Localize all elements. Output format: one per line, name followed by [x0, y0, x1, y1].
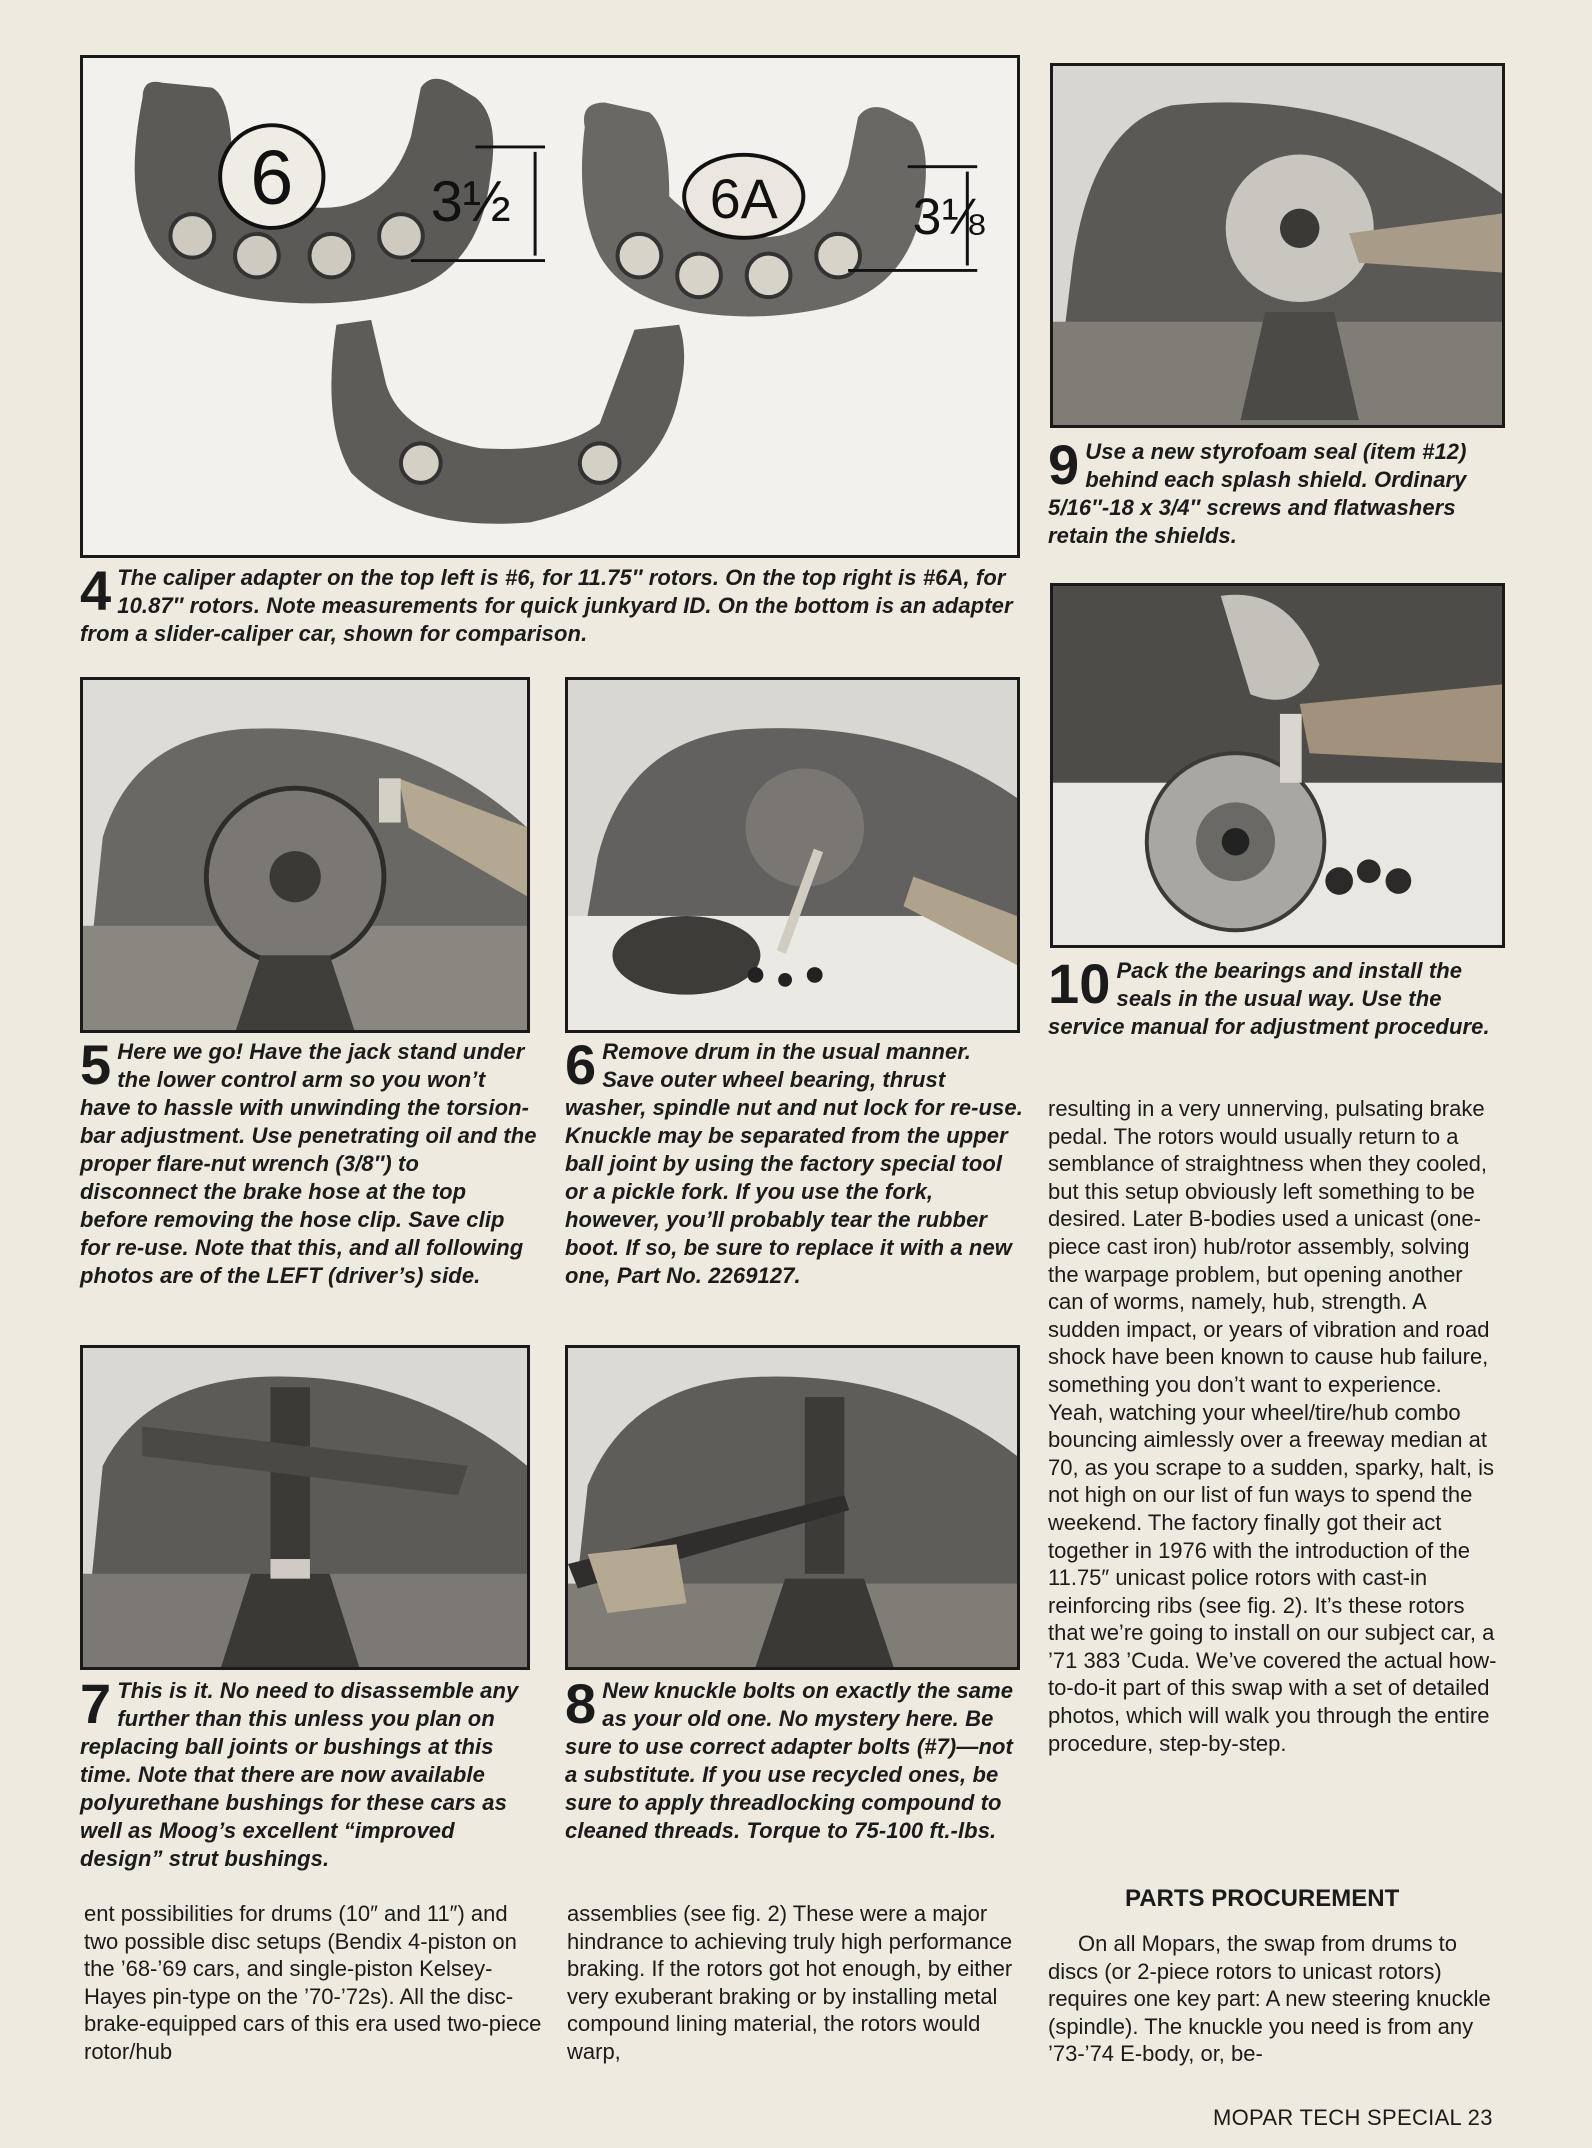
label-6: 6: [250, 135, 294, 222]
caption-text: Use a new styrofoam seal (item #12) behind each splash shield. Ordinary 5/16″-18 x 3/4″ screws and flatwashers retain the shields.: [1048, 439, 1467, 548]
caption-number: 4: [80, 559, 112, 622]
photo-knuckle-disassembled: [80, 1345, 530, 1670]
caption-9: [1048, 433, 1500, 550]
caption-number: 10: [1048, 952, 1111, 1015]
caption-text: Remove drum in the usual manner. Save outer wheel bearing, thrust washer, spindle nut and nut lock for re-use. Knuckle may be separated from the upper ball joint by using the factory special tool or a pickle fork. If you use the fork, however, you’ll probably tear the rubber boot. If so, be sure to replace it with a new one, Part No. 2269127.: [565, 1039, 1023, 1288]
caption-4: [80, 559, 1015, 648]
caption-number: 9: [1048, 433, 1080, 496]
caption-5: [80, 1033, 540, 1290]
photo-jack-stand-drum: [80, 677, 530, 1033]
caption-8: [565, 1672, 1025, 1845]
caption-6: [565, 1033, 1025, 1290]
photo-splash-shield: [1050, 63, 1505, 428]
body-column-1: ent possibilities for drums (10″ and 11″) and two possible disc setups (Bendix 4-piston on the ’68-’69 cars, and single-piston Kelsey-Hayes pin-type on the ’70-’72s). All the disc-brake-equipped cars of this era used two-piece rotor/hub: [84, 1901, 542, 2064]
section-heading: PARTS PROCUREMENT: [1125, 1885, 1400, 1912]
photo-caliper-adapters: [80, 55, 1020, 558]
caption-text: Here we go! Have the jack stand under the lower control arm so you won’t have to hassle with unwinding the torsion-bar adjustment. Use penetrating oil and the proper flare-nut wrench (3/8″) to disconnect the brake hose at the top before removing the hose clip. Save clip for re-use. Note that this, and all following photos are of the LEFT (driver’s) side.: [80, 1039, 537, 1288]
caption-10: [1048, 952, 1500, 1041]
label-6a: 6A: [709, 168, 778, 231]
measurement-right: 3⅛: [912, 187, 985, 245]
photo-rotor-bearings: [1050, 583, 1505, 948]
photo-remove-drum: [565, 677, 1020, 1033]
caption-text: Pack the bearings and install the seals in the usual way. Use the service manual for adjustment procedure.: [1048, 958, 1490, 1039]
caption-number: 5: [80, 1033, 112, 1096]
caption-number: 7: [80, 1672, 112, 1735]
body-column-3a: resulting in a very unnerving, pulsating brake pedal. The rotors would usually return to a semblance of straightness when they cooled, but this setup obviously left something to be desired. Later B-bodies used a unicast (one-piece cast iron) hub/rotor assembly, solving the warpage problem, but opening another can of worms, namely, hub, strength. A sudden impact, or years of vibration and road shock have been known to cause hub failure, something you don’t want to experience. Yeah, watching your wheel/tire/hub combo bouncing aimlessly over a freeway median at 70, as you scrape to a sudden, sparky, halt, is not high on our list of fun ways to spend the weekend. The factory finally got their act together in 1976 with the introduction of the 11.75″ unicast police rotors with cast-in reinforcing ribs (see fig. 2). It’s these rotors that we’re going to install on our subject car, a ’71 383 ’Cuda. We’ve covered the actual how-to-do-it part of this swap with a set of detailed photos, which will walk you through the entire procedure, step-by-step.: [1048, 1096, 1497, 1756]
caption-7: [80, 1672, 540, 1873]
body-column-3b: On all Mopars, the swap from drums to discs (or 2-piece rotors to unicast rotors) requires one key part: A new steering knuckle (spindle). The knuckle you need is from any ’73-’74 E-body, or, be-: [1048, 1931, 1491, 2067]
photo-knuckle-bolts: [565, 1345, 1020, 1670]
caption-text: The caliper adapter on the top left is #6, for 11.75″ rotors. On the top right is #6A, for 10.87″ rotors. Note measurements for quick junkyard ID. On the bottom is an adapter from a slider-caliper car, shown for comparison.: [80, 565, 1013, 646]
measurement-left: 3½: [430, 170, 511, 234]
caption-number: 6: [565, 1033, 597, 1096]
caption-text: New knuckle bolts on exactly the same as your old one. No mystery here. Be sure to use correct adapter bolts (#7)—not a substitute. If you use recycled ones, be sure to apply threadlocking compound to cleaned threads. Torque to 75-100 ft.-lbs.: [565, 1678, 1014, 1843]
body-column-2: assemblies (see fig. 2) These were a major hindrance to achieving truly high performance braking. If the rotors got hot enough, by either very exuberant braking or by installing metal compound lining material, the rotors would warp,: [567, 1901, 1013, 2064]
page-footer: MOPAR TECH SPECIAL 23: [1213, 2105, 1493, 2130]
caption-number: 8: [565, 1672, 597, 1735]
caption-text: This is it. No need to disassemble any further than this unless you plan on replacing ball joints or bushings at this time. Note that there are now available polyurethane bushings for these cars as well as Moog’s excellent “improved design” strut bushings.: [80, 1678, 519, 1871]
